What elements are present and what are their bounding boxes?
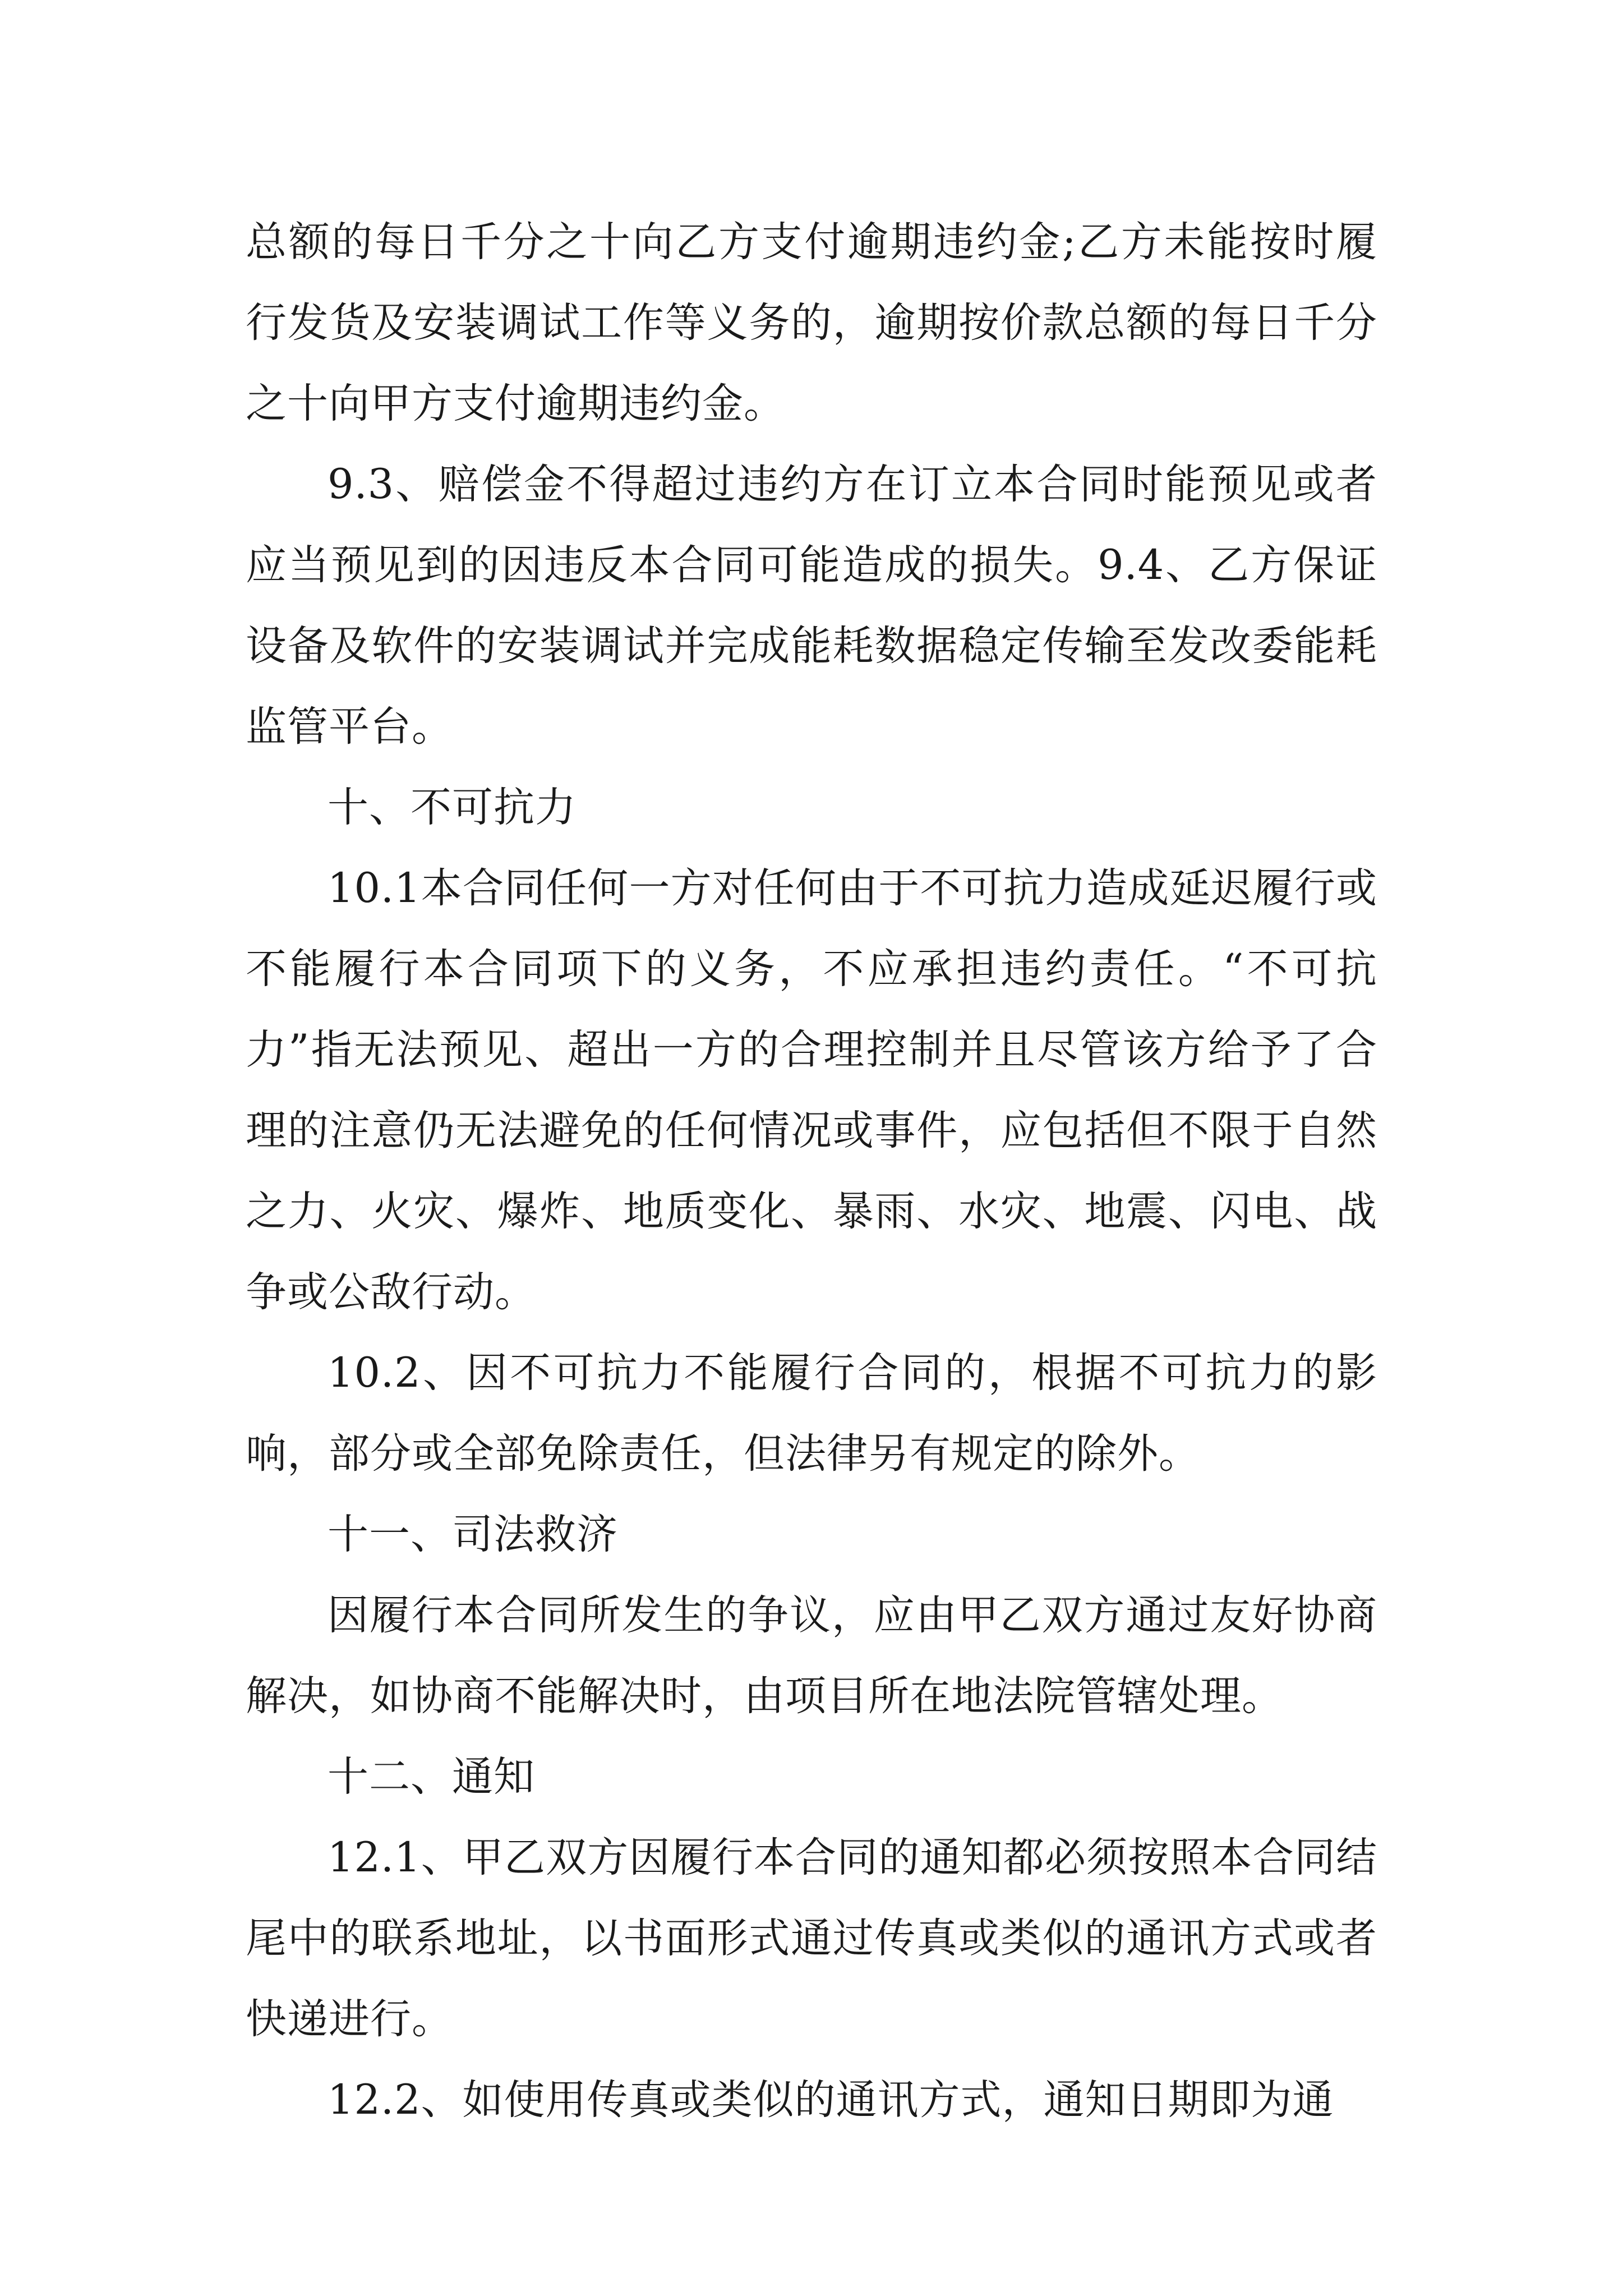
paragraph-10-1: 10.1本合同任何一方对任何由于不可抗力造成延迟履行或不能履行本合同项下的义务，不应承担违约责任。“不可抗力”指无法预见、超出一方的合理控制并且尽管该方给予了合理的注意仍无法避免的任何情况或事件，应包括但不限于自然之力、火灾、爆炸、地质变化、暴雨、水灾、地震、闪电、战争或公敌行动。	[246, 864, 1377, 1316]
paragraph-continuation-penalty: 总额的每日千分之十向乙方支付逾期违约金;乙方未能按时履行发货及安装调试工作等义务的，逾期按价款总额的每日千分之十向甲方支付逾期违约金。	[246, 218, 1377, 427]
document-body	[246, 202, 1377, 2141]
section-heading-notice: 十二、通知	[328, 1753, 535, 1801]
paragraph-dispute-resolution: 因履行本合同所发生的争议，应由甲乙双方通过友好协商解决，如协商不能解决时，由项目所在地法院管辖处理。	[246, 1591, 1377, 1720]
paragraph-12-2: 12.2、如使用传真或类似的通讯方式，通知日期即为通	[328, 2076, 1334, 2124]
paragraph-9-3: 9.3、赔偿金不得超过违约方在订立本合同时能预见或者应当预见到的因违反本合同可能造成的损失。9.4、乙方保证设备及软件的安装调试并完成能耗数据稳定传输至发改委能耗监管平台。	[246, 461, 1377, 751]
section-heading-judicial-remedy: 十一、司法救济	[328, 1511, 618, 1558]
section-heading-force-majeure: 十、不可抗力	[328, 784, 577, 831]
paragraph-10-2: 10.2、因不可抗力不能履行合同的，根据不可抗力的影响，部分或全部免除责任，但法律另有规定的除外。	[246, 1349, 1377, 1478]
paragraph-12-1: 12.1、甲乙双方因履行本合同的通知都必须按照本合同结尾中的联系地址，以书面形式通过传真或类似的通讯方式或者快递进行。	[246, 1834, 1377, 2043]
